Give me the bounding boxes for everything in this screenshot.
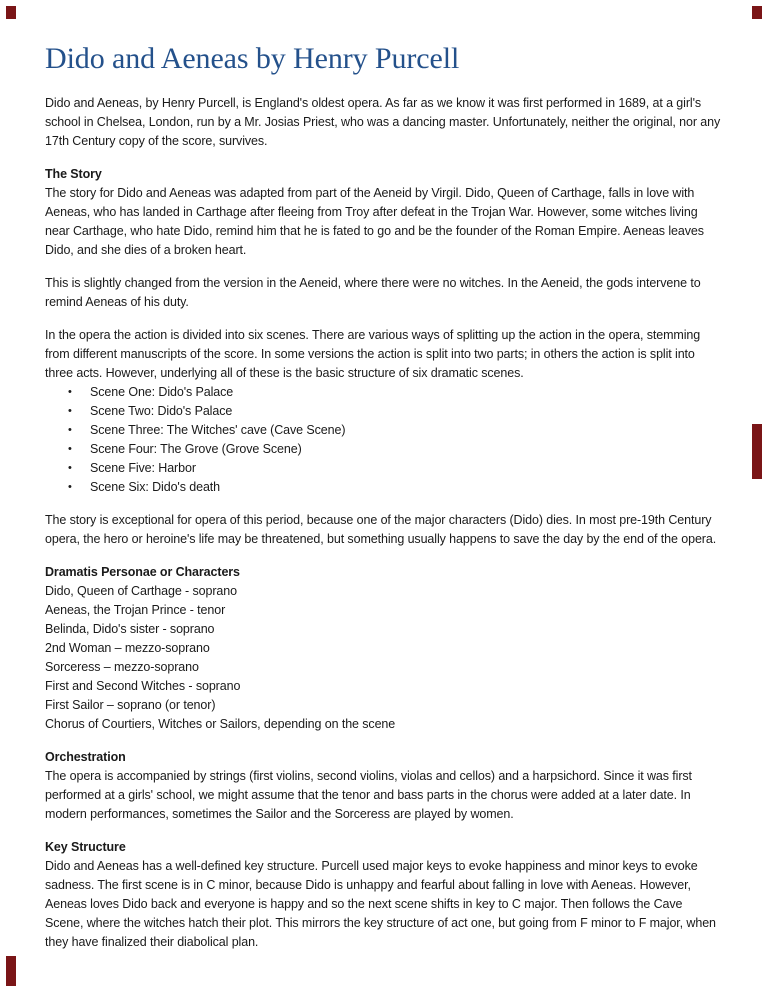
- scene-list-item: [45, 459, 723, 478]
- bullet-icon: •: [68, 481, 72, 493]
- scene-list-item-label: Scene Three: The Witches' cave (Cave Scene): [90, 423, 346, 437]
- character-line: Dido, Queen of Carthage - soprano: [45, 584, 237, 598]
- character-line: First and Second Witches - soprano: [45, 679, 241, 693]
- character-list: [45, 582, 723, 734]
- scene-list-item: [45, 440, 723, 459]
- scene-list: [45, 383, 723, 497]
- bullet-icon: •: [68, 386, 72, 398]
- page-title: Dido and Aeneas by Henry Purcell: [45, 42, 460, 75]
- character-line: 2nd Woman – mezzo-soprano: [45, 641, 210, 655]
- character-line: Aeneas, the Trojan Prince - tenor: [45, 603, 226, 617]
- scene-list-item: [45, 478, 723, 497]
- scene-list-item-label: Scene One: Dido's Palace: [90, 385, 234, 399]
- key-structure-paragraph: Dido and Aeneas has a well-defined key structure. Purcell used major keys to evoke happiness and minor keys to evoke sadness. The first scene is in C minor, because Dido is unhappy and fearful about falling in love with Aeneas. However, Aeneas loves Dido back and everyone is happy and so the next scene shifts in key to C major. Then follows the Cave Scene, where the witches hatch their plot. This mirrors the key structure of act one, but going from F minor to F major, when they have finalized their diabolical plan.: [45, 859, 716, 949]
- scene-list-item: [45, 421, 723, 440]
- character-line: Belinda, Dido's sister - soprano: [45, 622, 215, 636]
- scene-list-item: [45, 383, 723, 402]
- character-line: Sorceress – mezzo-soprano: [45, 660, 199, 674]
- section-heading-orchestration: Orchestration: [45, 750, 126, 764]
- scene-list-item-label: Scene Four: The Grove (Grove Scene): [90, 442, 302, 456]
- bullet-icon: •: [68, 424, 72, 436]
- character-line: Chorus of Courtiers, Witches or Sailors, depending on the scene: [45, 717, 396, 731]
- scene-list-item-label: Scene Five: Harbor: [90, 461, 196, 475]
- page-marker-bottom-left: [6, 956, 16, 986]
- story-paragraph-4: The story is exceptional for opera of this period, because one of the major characters (Dido) dies. In most pre-19th Century opera, the hero or heroine's life may be threatened, but something usually happens to save the day by the end of the opera.: [45, 513, 717, 546]
- scene-list-item-label: Scene Six: Dido's death: [90, 480, 221, 494]
- story-paragraph-3: In the opera the action is divided into six scenes. There are various ways of splitting up the action in the opera, stemming from different manuscripts of the score. In some versions the action is split into two parts; in others the action is split into three acts. However, underlying all of these is the basic structure of six dramatic scenes.: [45, 328, 701, 380]
- orchestration-paragraph: The opera is accompanied by strings (first violins, second violins, violas and cellos) and a harpsichord. Since it was first performed at a girls' school, we might assume that the tenor and bass parts in the chorus were added at a later date. In modern performances, sometimes the Sailor and the Sorceress are played by women.: [45, 769, 692, 821]
- bullet-icon: •: [68, 405, 72, 417]
- page-marker-top-left: [6, 6, 16, 19]
- page-marker-top-right: [752, 6, 762, 19]
- story-paragraph-1: The story for Dido and Aeneas was adapted from part of the Aeneid by Virgil. Dido, Queen of Carthage, falls in love with Aeneas, who has landed in Carthage after fleeing from Troy after defeat in the Trojan War. However, some witches living near Carthage, who hate Dido, remind him that he is fated to go and be the founder of the Roman Empire. Aeneas leaves Dido, and she dies of a broken heart.: [45, 186, 704, 257]
- section-heading-key-structure: Key Structure: [45, 840, 126, 854]
- story-paragraph-2: This is slightly changed from the version in the Aeneid, where there were no witches. In the Aeneid, the gods intervene to remind Aeneas of his duty.: [45, 276, 701, 309]
- section-heading-story: The Story: [45, 167, 102, 181]
- bullet-icon: •: [68, 462, 72, 474]
- character-line: First Sailor – soprano (or tenor): [45, 698, 216, 712]
- scene-list-item-label: Scene Two: Dido's Palace: [90, 404, 233, 418]
- intro-paragraph: Dido and Aeneas, by Henry Purcell, is England's oldest opera. As far as we know it was first performed in 1689, at a girl's school in Chelsea, London, run by a Mr. Josias Priest, who was a dancing master. Unfortunately, neither the original, nor any 17th Century copy of the score, survives.: [45, 96, 721, 148]
- bullet-icon: •: [68, 443, 72, 455]
- page-marker-right-edge: [752, 424, 762, 479]
- section-heading-characters: Dramatis Personae or Characters: [45, 565, 240, 579]
- scene-list-item: [45, 402, 723, 421]
